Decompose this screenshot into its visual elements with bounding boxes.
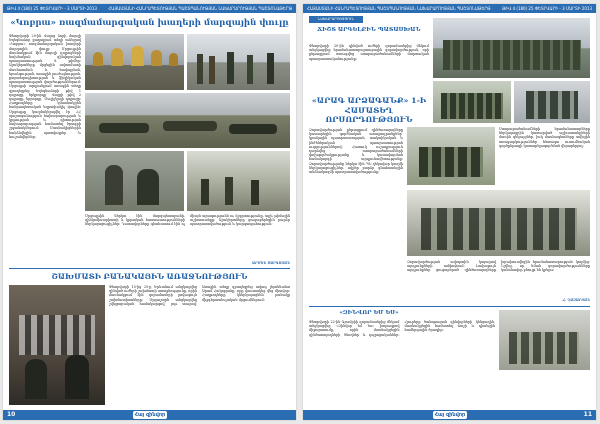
right-divider — [309, 306, 590, 307]
field-training-photo — [187, 151, 290, 211]
right-sub-headline: ՃԻՇՏ ԱՐԳԵԼՔԻՆ ՊԱՏԱՍԽԱՆ — [317, 27, 421, 33]
right-intro-text: Փետրվարի 20-ին զինված ուժերի զորամասերից մեկում անցկացվեց հրամանատարաշտաբային զորավարժություն, որի ընթացքում ստուգվեց ստորաբաժանումների մարտական պատրաստականությունը։ — [309, 44, 429, 61]
right-publisher-info: ՀԱՅԱՍՏԱՆԻ ՀԱՆՐԱՊԵՏՈՒԹՅԱՆ ՊԱՇՏՊԱՆՈՒԹՅԱՆ ՆԱԽԱՐԱՐՈՒԹՅԱՆ ՊԱՇՏՈՆԱԹԵՐԹ — [307, 6, 491, 11]
section-label: ՆԱԽԱՐԱՐՈՒԹՅՈՒՆ — [309, 16, 363, 23]
left-issue-info: ԹԻՎ 4 (180) 25 ՓԵՏՐՎԱՐԻ - 3 ՄԱՐՏԻ 2013 — [7, 6, 97, 11]
left-column-2-text: Մրցույթին ներկա էին մարզպետարանի, զինկոմիսարիատի և կրթական հաստատությունների ներկայացուցիչներ։ Դատավորները գնահատում էին ոչ միայն արագությունն ու ճշգրտությունը, այլև թիմային աշխատանքը։ Աշակերտները ցուցաբերեցին բարձր պատրաստվածություն և կարգապահություն։ — [85, 214, 290, 227]
left-top-strip — [3, 4, 296, 13]
assembly-photo — [85, 151, 184, 211]
exercise-photo — [407, 127, 495, 185]
left-logo: Հայ զինվոր — [134, 412, 166, 418]
shooting-range-photo — [85, 93, 290, 148]
right-caption: Հ. ՂԱԶԱՐՅԱՆ — [562, 298, 590, 302]
chess-headline: ՇԱԽՄԱՏԻ ԲԱՆԱԿԱՅԻՆ ԱՌԱՋՆՈՒԹՅՈՒՆ — [51, 272, 248, 281]
left-author: ԱՐՄԵՆ ՍԱՐԳՍՅԱՆ — [252, 261, 290, 265]
right-column-3-text: Ստորաբաժանումների հրամանատարները ներկայացրին կատարված աշխատանքների մասին զեկույցներ, իսկ մասնագետները տվեցին առաջարկություններ հետագա ուսումնական գործընթացի կատարելագործման վերաբերյալ։ — [499, 127, 590, 148]
right-top-strip — [303, 4, 596, 13]
left-page-number: 10 — [7, 411, 16, 418]
chess-text: Փետրվարի 15-ից 25-ը Երևանում անցկացվեց զինված ուժերի շախմատի առաջնությունը, որին մասնակցում էին զորամասերի լավագույն շախմատիստները։ Մրցաշարն անցկացվեց շվեյցարական համակարգով՝ յոթ տուրով։ Առաջին տեղը զբաղեցրեց ավագ լեյտենանտ Արամ Հակոբյանը, որը վաստակեց վեց միավոր։ Հաղթողները կներկայացնեն բանակը միջգերատեսչական մրցումներում։ — [109, 285, 290, 306]
left-column-1-text: Փետրվարի 20-ին Վայոց ձորի մարզի Եղեգնաձոր քաղաքում տեղի ունեցավ «Կոբրա» ռազմամարզական խաղերի մարզային փուլը։ Մրցույթին մասնակցում էին մարզի դպրոցների նախնական զինվորական պատրաստության 8 թիմեր։ Աշակերտները մրցեցին ավտոմատի մասնատման և հավաքման, հրաձգության, առաջին բուժօգնության, քարտեզագիտության և ֆիզիկական պատրաստության վարժություններում։ Մրցույթի արդյունքում առաջին տեղը զբաղեցրեց Եղեգնաձորի թիվ 1 դպրոցը, երկրորդը՝ Վայքի թիվ 2 դպրոցը, երրորդը՝ Մալիշկայի դպրոցը։ Հաղթողները կմասնակցեն հանրապետական եզրափակիչ փուլին։ Մրցույթը կազմակերպվել էր ՀՀ պաշտպանության նախարարության և կրթության և գիտության նախարարության համատեղ ծրագրի շրջանակներում։ Մասնակիցներին հանձնվեցին պատվոգրեր և հուշանվերներ։ — [9, 34, 81, 139]
event-photo — [499, 310, 590, 370]
left-publisher-info: ՀԱՅԱՍՏԱՆԻ ՀԱՆՐԱՊԵՏՈՒԹՅԱՆ ՊԱՇՏՊԱՆՈՒԹՅԱՆ ՆԱԽԱՐԱՐՈՒԹՅԱՆ ՊԱՇՏՈՆԱԹԵՐԹ — [108, 6, 292, 11]
right-logo: Հայ զինվոր — [434, 412, 466, 418]
right-footer — [303, 410, 596, 420]
ceremony-photo — [187, 34, 290, 90]
right-column-2-text: Զորավարժության ավարտին կայացավ արդյունքների ամփոփում։ Լավագույն արդյունքներ ցուցաբերած զինծառայողները խրախուսվեցին հրամանատարության կողմից։ Նշվեց, որ նման զորավարժությունները կանոնավոր բնույթ են կրելու։ — [407, 260, 590, 273]
left-footer — [3, 410, 296, 420]
right-column-1-text: Զորավարժության ընթացքում զինծառայողները կատարեցին գործնական առաջադրանքներ՝ կրակային պատրաստության, տակտիկական և ինժեներական պատրաստության ուղղություններով։ Հատուկ ուշադրություն դարձվեց ստորաբաժանումների փոխգործակցությանը և կառավարման համակարգի արդյունավետությանը։ Զորավարժությանը ներկա էին ՊՆ ղեկավար կազմի ներկայացուցիչներ, ովքեր բարձր գնահատեցին անձնակազմի պատրաստվածությունը։ — [309, 128, 403, 175]
right-issue-info: ԹԻՎ 4 (180) 25 ՓԵՏՐՎԱՐԻ - 3 ՄԱՐՏԻ 2013 — [502, 6, 592, 11]
right-main-headline: «ԱՐԱԳ ԱՐՁԱԳԱՆՔ» 1-Ի ՀԱՄԱՏԵՂ ՈՐՍՈՐԴՈՒԹՅՈՒՆ — [311, 96, 427, 124]
parade-photo — [433, 18, 590, 78]
chess-photo — [9, 285, 105, 405]
left-page — [3, 4, 296, 420]
group-photo — [407, 190, 590, 256]
left-divider — [9, 268, 290, 269]
soldiers-photo — [433, 81, 511, 123]
right-page-number: 11 — [583, 411, 592, 418]
lower-headline: «ԶԻՆՎՈՐ ԵՄ ԵՍ» — [339, 310, 399, 316]
officers-photo — [514, 81, 590, 123]
trophy-photo — [85, 34, 184, 90]
right-page — [303, 4, 596, 420]
lower-text: Փետրվարի 22-ին Գյումրիի զորամասերից մեկում անցկացվեց «Զինվոր եմ ես» խորագրով միջոցառումը, որին մասնակցեցին զինծառայողների ծնողներ և դպրոցականներ։ Հյուրերը ծանոթացան զինվորների կենցաղին, մասնակցեցին համատեղ ճաշի և դիտեցին համերգային ծրագիր։ — [309, 320, 495, 337]
left-headline: «Կոբրա» ռազմամարզական խաղերի մարզային փուլը — [10, 18, 289, 28]
